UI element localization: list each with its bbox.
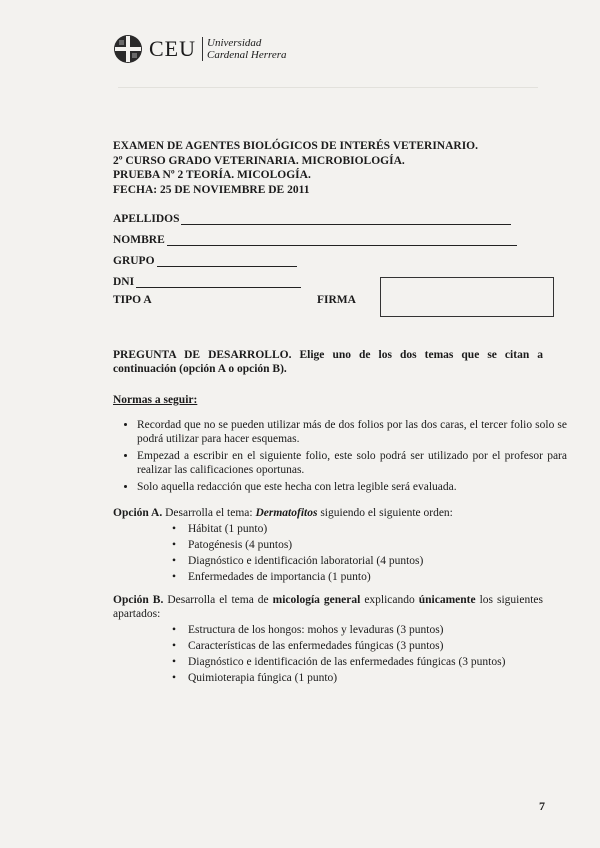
option-a-text-before: Desarrolla el tema: [165, 507, 253, 519]
option-b-item: • Diagnóstico e identificación de las enfermedades fúngicas (3 puntos) [172, 654, 505, 670]
tipo-field [113, 294, 152, 306]
option-a-text-after: siguiendo el siguiente orden: [320, 507, 453, 519]
option-a-list [172, 521, 423, 585]
option-b-emph: únicamente [418, 594, 476, 606]
apellidos-field [113, 212, 511, 225]
dni-line[interactable] [136, 275, 301, 288]
option-b-list [172, 622, 505, 686]
option-a-item: • Hábitat (1 punto) [172, 521, 423, 537]
firma-field [317, 294, 356, 306]
normas-title: Normas a seguir: [113, 394, 198, 406]
dni-label: DNI [113, 276, 135, 288]
option-a-item: • Patogénesis (4 puntos) [172, 537, 423, 553]
option-b-text-after: los siguientes apartados: [113, 594, 543, 620]
normas-item: • Empezad a escribir en el siguiente folio, este solo podrá ser utilizado por el profesor para realizar las calificaciones oportunas. [137, 449, 567, 477]
firma-label: FIRMA [317, 294, 356, 306]
logo-university-name [202, 37, 287, 61]
normas-item: • Recordad que no se pueden utilizar más de dos folios por las dos caras, el tercer folio solo se podrá utilizar para hacer esquemas. [137, 418, 567, 446]
dni-field [113, 275, 301, 288]
grupo-label: GRUPO [113, 255, 155, 267]
logo-ceu-text: CEU [149, 36, 196, 61]
apellidos-line[interactable] [181, 212, 511, 225]
option-b-topic: micología general [272, 594, 361, 606]
header-line1: EXAMEN DE AGENTES BIOLÓGICOS DE INTERÉS VETERINARIO. [113, 140, 479, 152]
option-b-text-mid: explicando [364, 594, 415, 606]
header-line2: 2º CURSO GRADO VETERINARIA. MICROBIOLOGÍA. [113, 154, 405, 167]
apellidos-label: APELLIDOS [113, 213, 180, 225]
option-b-item: • Quimioterapia fúngica (1 punto) [172, 670, 505, 686]
option-b-item: • Estructura de los hongos: mohos y levaduras (3 puntos) [172, 622, 505, 638]
grupo-field [113, 254, 297, 267]
option-a-label: Opción A. [113, 507, 163, 519]
bleed-through-rule [118, 87, 538, 132]
logo-line1: Universidad [207, 37, 262, 49]
ceu-emblem-icon [113, 34, 143, 64]
normas-item: • Solo aquella redacción que este hecha con letra legible será evaluada. [137, 480, 567, 494]
option-a-heading [113, 506, 543, 520]
grupo-line[interactable] [157, 254, 297, 267]
header-line4: FECHA: 25 DE NOVIEMBRE DE 2011 [113, 183, 310, 196]
option-b-text-before: Desarrolla el tema de [167, 594, 269, 606]
question-lead: PREGUNTA DE DESARROLLO. Elige uno de los dos temas que se citan a continuación (opción A o opción B). [113, 349, 543, 375]
option-a-topic: Dermatofitos [255, 507, 318, 519]
nombre-field [113, 233, 517, 246]
option-a-item: • Enfermedades de importancia (1 punto) [172, 569, 423, 585]
option-b-heading [113, 593, 543, 621]
nombre-line[interactable] [167, 233, 517, 246]
page-number: 7 [539, 799, 545, 813]
normas-list [113, 418, 567, 497]
tipo-label: TIPO A [113, 294, 152, 306]
logo-line2: Cardenal Herrera [207, 49, 287, 61]
header-line3: PRUEBA Nº 2 TEORÍA. MICOLOGÍA. [113, 169, 311, 181]
nombre-label: NOMBRE [113, 234, 165, 246]
option-b-item: • Características de las enfermedades fúngicas (3 puntos) [172, 638, 505, 654]
signature-box[interactable] [380, 277, 554, 317]
exam-header [113, 139, 478, 197]
option-a-item: • Diagnóstico e identificación laboratorial (4 puntos) [172, 553, 423, 569]
option-b-label: Opción B. [113, 594, 164, 606]
university-logo [113, 34, 287, 64]
